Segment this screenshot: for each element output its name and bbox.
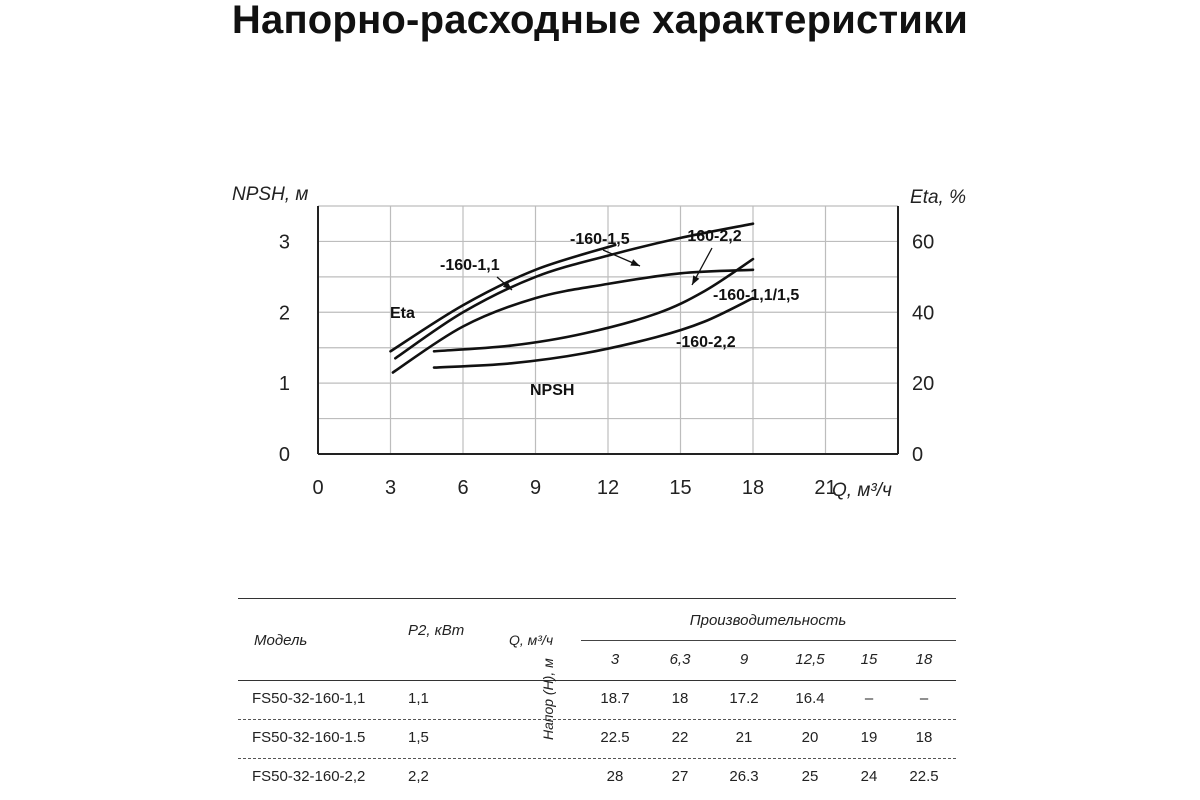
table-flow-value: 18 [915,651,933,668]
table-top-rule [238,598,956,599]
table-header-model: Модель [254,632,308,649]
table-cell-head: 18 [915,729,933,746]
npsh-curve [434,298,753,368]
table-head-label: Напор (H), м [540,658,556,740]
x-tick-label: 6 [457,477,469,499]
table-row-p2: 1,5 [408,729,429,746]
x-tick-label: 18 [741,477,765,499]
x-axis-title: Q, м³/ч [832,480,892,501]
table-flow-value: 12,5 [795,651,825,668]
x-tick-label: 9 [529,477,542,499]
table-cell-head: 24 [860,768,878,785]
table-cell-head: 26.3 [729,768,759,785]
table-cell-head: – [919,690,929,707]
table-row-model: FS50-32-160-2,2 [252,768,366,785]
curve-label: NPSH [530,382,575,399]
table-cell-head: – [864,690,874,707]
curve-leader-arrowhead [630,259,640,266]
curve-label: -160-2,2 [682,228,742,245]
table-cell-head: 22.5 [909,768,939,785]
table-cell-head: 18.7 [600,690,630,707]
y-left-tick-label: 1 [278,373,290,396]
y-right-tick-label: 20 [912,373,935,396]
table-cell-head: 18 [671,690,689,707]
table-cell-head: 19 [860,729,878,746]
y-right-tick-label: 60 [912,231,935,254]
y-right-axis-title: Eta, % [910,187,966,208]
table-cell-head: 16.4 [795,690,825,707]
x-tick-label: 15 [669,477,692,499]
x-tick-label: 0 [312,477,324,499]
y-right-tick-label: 0 [912,444,924,466]
table-row-divider [238,758,956,759]
x-tick-label: 3 [384,477,397,499]
table-cell-head: 27 [671,768,689,785]
y-left-axis-title: NPSH, м [232,184,309,205]
table-row-divider [238,719,956,720]
table-flow-value: 15 [860,651,878,668]
table-row-p2: 2,2 [408,768,429,785]
curve-label: -160-1,5 [570,231,630,248]
x-tick-label: 21 [814,477,837,499]
table-flow-value: 9 [739,651,749,668]
y-right-tick-label: 40 [912,302,935,325]
table-cell-head: 28 [606,768,624,785]
table-flow-value: 3 [610,651,620,668]
curve-label: -160-1,1/1,5 [713,287,800,304]
table-perf-rule [581,640,956,641]
table-row-p2: 1,1 [408,690,429,707]
table-cell-head: 17.2 [729,690,759,707]
y-left-tick-label: 0 [278,444,290,466]
table-cell-head: 20 [801,729,819,746]
table-cell-head: 22 [671,729,689,746]
table-row-model: FS50-32-160-1,1 [252,690,366,707]
curve-label: -160-1,1 [440,257,500,274]
table-cell-head: 25 [801,768,819,785]
table-cell-head: 22.5 [600,729,630,746]
eta-curve [391,245,616,351]
page-title: Напорно-расходные характеристики [231,0,969,42]
table-cell-head: 21 [735,729,753,746]
table-header-rule [238,680,956,681]
table-header-performance: Производительность [689,612,847,629]
y-left-tick-label: 2 [278,302,290,325]
curve-label: -160-2,2 [676,334,736,351]
x-tick-label: 12 [596,477,620,499]
y-left-tick-label: 3 [278,231,290,254]
table-header-q: Q, м³/ч [509,632,554,648]
table-header-p2: P2, кВт [408,622,465,639]
table-flow-value: 6,3 [669,651,691,668]
table-row-model: FS50-32-160-1.5 [252,729,366,746]
curve-label: Eta [390,305,415,322]
performance-table [238,598,956,800]
